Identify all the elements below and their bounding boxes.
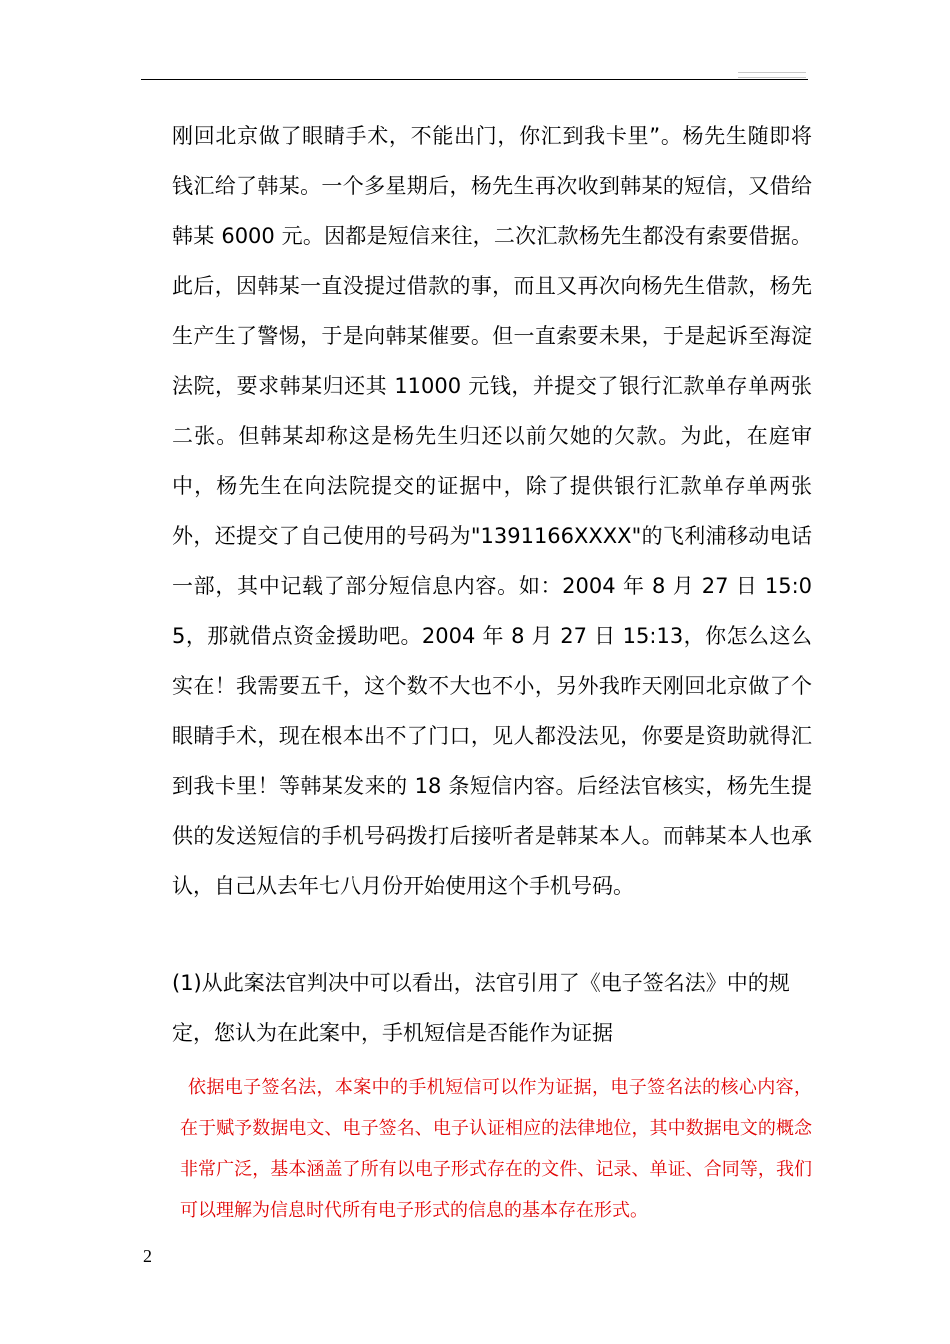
body-paragraph: 刚回北京做了眼睛手术，不能出门，你汇到我卡里”。杨先生随即将钱汇给了韩某。一个多星期后，杨先生再次收到韩某的短信，又借给韩某 6000 元。因都是短信来往，二次汇款杨先生都没有索要借据。此后，因韩某一直没提过借款的事，而且又再次向杨先生借款，杨先生产生了警惕，于是向韩某催要。但一直索要未果，于是起诉至海淀法院，要求韩某归还其 11000 元钱，并提交了银行汇款单存单两张二张。但韩某却称这是杨先生归还以前欠她的欠款。为此，在庭审中，杨先生在向法院提交的证据中，除了提供银行汇款单存单两张外，还提交了自己使用的号码为"1391166XXXX"的飞利浦移动电话一部，其中记载了部分短信息内容。如：2004 年 8 月 27 日 15:05，那就借点资金援助吧。2004 年 8 月 27 日 15:13，你怎么这么实在！我需要五千，这个数不大也不小，另外我昨天刚回北京做了个眼睛手术，现在根本出不了门口，见人都没法见，你要是资助就得汇到我卡里！等韩某发来的 18 条短信内容。后经法官核实，杨先生提供的发送短信的手机号码拨打后接听者是韩某本人。而韩某本人也承认，自己从去年七八月份开始使用这个手机号码。 xyxy=(172,124,812,898)
page-number: 2 xyxy=(143,1246,152,1266)
question-paragraph: (1)从此案法官判决中可以看出，法官引用了《电子签名法》中的规定，您认为在此案中，手机短信是否能作为证据 xyxy=(172,971,790,1045)
header-mark xyxy=(738,72,806,78)
header-rule xyxy=(141,79,808,80)
answer-paragraph: 依据电子签名法，本案中的手机短信可以作为证据，电子签名法的核心内容，在于赋予数据电文、电子签名、电子认证相应的法律地位，其中数据电文的概念非常广泛，基本涵盖了所有以电子形式存在的文件、记录、单证、合同等，我们可以理解为信息时代所有电子形式的信息的基本存在形式。 xyxy=(180,1077,812,1221)
